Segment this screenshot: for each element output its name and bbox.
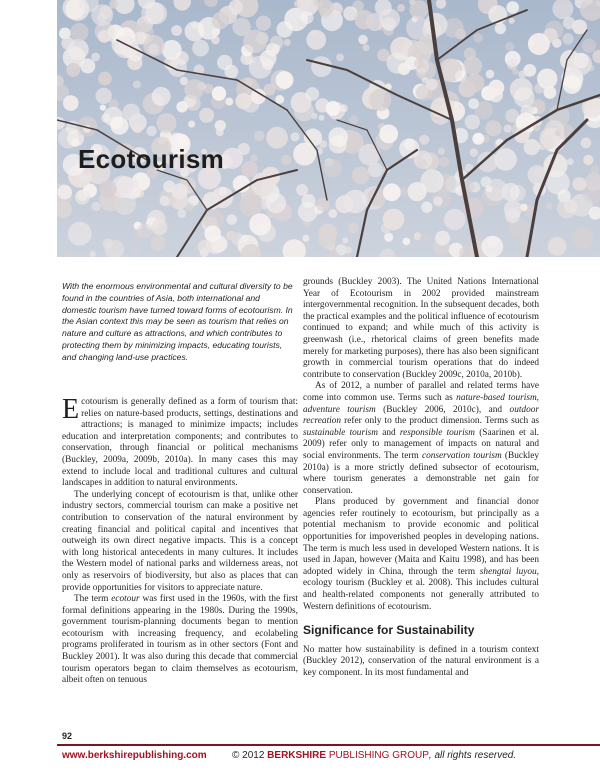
blossom-cluster (212, 86, 226, 100)
blossom-cluster (57, 185, 72, 200)
blossom-cluster (444, 209, 465, 230)
blossom-cluster (486, 186, 493, 193)
blossom-cluster (414, 59, 424, 69)
blossom-cluster (470, 148, 478, 156)
blossom-cluster (260, 50, 277, 67)
blossom-cluster (319, 115, 325, 121)
blossom-cluster (171, 25, 182, 36)
paragraph-7: No matter how sustainability is defined in a tourism context (Buckley 2012), conservation of the natural environment is a key component. In its most fundamental and (303, 644, 539, 678)
paragraph-4: grounds (Buckley 2003). The United Nations International Year of Ecotourism in 2002 provided mainstream intergovernmental recognition. In the subsequent decades, both the practical examples and the political influence of ecotourism continued to expand; and while much of this activity is greenwash (i.e., rhetorical claims of green benefits made merely for marketing purposes), there has also been significant growth in commercial tourism operations that do indeed contribute to conservation (Buckley 2009c, 2010a, 2010b). (303, 277, 539, 380)
blossom-cluster (485, 120, 501, 136)
blossom-cluster (101, 113, 110, 122)
blossom-cluster (272, 44, 281, 53)
blossom-cluster (103, 238, 113, 248)
blossom-cluster (123, 104, 141, 122)
blossom-cluster (383, 183, 401, 201)
blossom-cluster (422, 77, 429, 84)
right-column (303, 277, 539, 680)
blossom-cluster (70, 23, 88, 41)
blossom-cluster (504, 200, 522, 218)
blossom-cluster (569, 53, 592, 76)
blossom-cluster (188, 121, 195, 128)
blossom-cluster (477, 152, 498, 173)
blossom-cluster (352, 167, 370, 185)
blossom-cluster (219, 187, 228, 196)
blossom-cluster (226, 214, 237, 225)
blossom-cluster (290, 132, 299, 141)
blossom-cluster (77, 190, 88, 201)
copyright-notice: © 2012 BERKSHIRE PUBLISHING GROUP, all rights reserved. (232, 750, 517, 761)
blossom-cluster (311, 56, 332, 77)
blossom-cluster (184, 79, 204, 99)
blossom-cluster (465, 114, 480, 129)
paragraph-6: Plans produced by government and financial donor agencies refer routinely to ecotourism, but principally as a potential mechanism to provide economic and political opportunities for impoverished peoples in developing nations. The term is much less used in developed Western nations. It is used in Japan, however (Maita and Kaitu 1998), and has been adopted widely in China, through the term shengtai luyou, ecology tourism (Buckley et al. 2008). This includes cultural and health-related components not generally attributed to Western definitions of ecotourism. (303, 497, 539, 612)
blossom-cluster (363, 44, 370, 51)
blossom-cluster (548, 237, 567, 256)
blossom-cluster (590, 165, 599, 174)
blossom-cluster (494, 148, 517, 171)
blossom-cluster (383, 209, 405, 231)
blossom-cluster (132, 246, 139, 253)
blossom-cluster (528, 33, 550, 55)
blossom-cluster (222, 148, 243, 169)
blossom-cluster (514, 87, 535, 108)
blossom-cluster (474, 33, 483, 42)
blossom-cluster (132, 122, 143, 133)
blossom-cluster (369, 89, 391, 111)
blossom-cluster (335, 195, 353, 213)
blossom-cluster (345, 247, 352, 254)
blossom-cluster (573, 177, 587, 191)
blossom-cluster (507, 59, 518, 70)
blossom-cluster (216, 128, 224, 136)
blossom-cluster (98, 72, 112, 86)
blossom-cluster (172, 183, 188, 199)
blossom-cluster (466, 74, 485, 93)
paragraph-5: As of 2012, a number of parallel and related terms have come into common use. Terms such as nature-based tourism, adventure tourism (Buckley 2006, 2010c), and outdoor recreation refer only to the product dimension. Terms such as sustainable tourism and responsible tourism (Saarinen et al. 2009) refer only to management of impacts on natural and social environments. The term conservation tourism (Buckley 2010a) is a more strictly defined subsector of ecotourism, where tourism generates a demonstrable net gain for conservation. (303, 381, 540, 496)
blossom-cluster (403, 238, 411, 246)
blossom-cluster (557, 198, 577, 218)
blossom-cluster (250, 154, 258, 162)
page-number: 92 (62, 731, 73, 741)
blossom-cluster (387, 52, 409, 74)
blossom-cluster (114, 35, 137, 58)
blossom-cluster (91, 202, 100, 211)
blossom-cluster (328, 209, 337, 218)
blossom-cluster (199, 108, 214, 123)
blossom-cluster (504, 124, 512, 132)
blossom-cluster (562, 33, 573, 44)
cherry-blossom-photo (57, 0, 600, 257)
blossom-cluster (546, 202, 553, 209)
blossom-cluster (306, 30, 326, 50)
blossom-cluster (488, 88, 503, 103)
blossom-cluster (152, 87, 171, 106)
publisher-link[interactable]: www.berkshirepublishing.com (62, 750, 207, 761)
blossom-cluster (96, 88, 112, 104)
blossom-cluster (61, 37, 74, 50)
blossom-cluster (100, 105, 106, 111)
blossom-cluster (545, 120, 565, 140)
blossom-cluster (420, 234, 429, 243)
blossom-cluster (240, 53, 252, 65)
blossom-cluster (323, 159, 342, 178)
footer-divider (57, 744, 600, 746)
blossom-cluster (212, 12, 229, 29)
blossom-cluster (329, 135, 347, 153)
blossom-cluster (348, 223, 358, 233)
blossom-cluster (133, 81, 141, 89)
blossom-cluster (438, 148, 445, 155)
blossom-cluster (99, 180, 117, 198)
blossom-cluster (463, 56, 482, 75)
blossom-cluster (555, 130, 561, 136)
blossom-cluster (349, 115, 358, 124)
blossom-cluster (472, 133, 484, 145)
blossom-cluster (567, 158, 574, 165)
left-column (62, 394, 298, 687)
blossom-cluster (582, 39, 596, 53)
blossom-cluster (66, 63, 80, 77)
blossom-cluster (301, 11, 314, 24)
blossom-cluster (230, 232, 238, 240)
blossom-cluster (495, 23, 506, 34)
blossom-cluster (581, 138, 592, 149)
blossom-cluster (225, 98, 233, 106)
paragraph-2: The underlying concept of ecotourism is that, unlike other industry sectors, commercial tourism can make a positive net contribution to conservation of the natural environment by creating financial and political capital and incentives that outweigh its own direct negative impacts. This is a concept with long historical antecedents in many cultures. It includes the Western model of national parks and wilderness areas, not only as reservoirs of biodiversity, but also as places that can provide opportunities for visitors to appreciate nature. (62, 489, 298, 593)
blossom-cluster (90, 251, 96, 257)
footer (62, 750, 542, 761)
hero-image (57, 0, 600, 257)
blossom-cluster (254, 131, 265, 142)
blossom-cluster (293, 143, 316, 166)
blossom-cluster (435, 231, 450, 246)
paragraph-1: Ecotourism is generally defined as a form of tourism that: relies on nature-based products, settings, destinations and attractions; is managed to minimize impacts; includes education and interpretation components; and contributes to conservation, through financial or political mechanisms (Buckley, 2009a, 2009b, 2010a). In many cases this may extend to include local and traditional cultures and cultural landscapes in addition to natural environments. (62, 394, 298, 489)
brand-name: BERKSHIRE (267, 750, 327, 761)
blossom-cluster (176, 101, 187, 112)
blossom-cluster (379, 9, 400, 30)
blossom-cluster (524, 139, 540, 155)
blossom-cluster (563, 75, 582, 94)
blossom-cluster (185, 203, 193, 211)
blossom-cluster (410, 0, 429, 19)
blossom-cluster (236, 93, 252, 109)
blossom-cluster (111, 117, 129, 135)
blossom-cluster (572, 228, 593, 249)
blossom-cluster (468, 98, 479, 109)
blossom-cluster (224, 65, 238, 79)
blossom-cluster (475, 233, 483, 241)
blossom-cluster (137, 223, 152, 238)
blossom-cluster (160, 196, 170, 206)
blossom-cluster (518, 70, 526, 78)
blossom-cluster (421, 202, 432, 213)
blossom-cluster (379, 124, 398, 143)
blossom-cluster (151, 235, 166, 250)
blossom-cluster (68, 222, 92, 246)
section-heading: Significance for Sustainability (303, 623, 475, 638)
paragraph-3: The term ecotour was first used in the 1960s, with the first formal definitions appearing in the 1980s. During the 1990s, government tourism-planning documents began to mention ecotourism with increasing frequency, and ecolabeling programs proliferated in tourism as in other sectors (Font and Buckley 2001). It was also during this decade that commercial tourism operators began to claim themselves as ecotourism, albeit often on tenuous (62, 594, 298, 686)
blossom-cluster (537, 69, 557, 89)
blossom-cluster (162, 40, 182, 60)
blossom-cluster (358, 35, 368, 45)
blossom-cluster (404, 139, 415, 150)
blossom-cluster (143, 35, 165, 57)
blossom-cluster (326, 101, 341, 116)
blossom-cluster (91, 53, 100, 62)
blossom-cluster (276, 21, 292, 37)
blossom-cluster (572, 20, 587, 35)
blossom-cluster (229, 0, 243, 14)
blossom-cluster (421, 169, 444, 192)
blossom-cluster (455, 70, 467, 82)
blossom-cluster (336, 54, 344, 62)
blossom-cluster (384, 233, 393, 242)
blossom-cluster (151, 219, 167, 235)
blossom-cluster (506, 1, 519, 14)
blossom-cluster (509, 18, 515, 24)
blossom-cluster (146, 126, 156, 136)
intro-summary: With the enormous environmental and cultural diversity to be found in the countries of Asia, both international and domestic tourism have turned toward forms of ecotourism. In the Asian context this may be seen as tourism that relies on nature and culture as attractions, and which contributes to protecting them by minimizing impacts, educating tourists, and changing land-use practices. (62, 281, 293, 362)
blossom-cluster (294, 101, 314, 121)
blossom-cluster (355, 10, 374, 29)
blossom-cluster (419, 135, 429, 145)
blossom-cluster (296, 184, 308, 196)
blossom-cluster (200, 248, 209, 257)
blossom-cluster (243, 30, 267, 54)
blossom-cluster (302, 194, 316, 208)
blossom-cluster (433, 196, 443, 206)
blossom-cluster (177, 209, 186, 218)
blossom-cluster (359, 144, 381, 166)
blossom-cluster (249, 213, 271, 235)
blossom-cluster (192, 40, 209, 57)
blossom-cluster (424, 13, 447, 36)
blossom-cluster (157, 113, 177, 133)
blossom-cluster (505, 42, 514, 51)
blossom-cluster (439, 157, 449, 167)
page-title: Ecotourism (78, 144, 225, 174)
blossom-cluster (109, 0, 118, 9)
blossom-cluster (204, 225, 221, 242)
blossom-cluster (95, 22, 115, 42)
blossom-cluster (63, 95, 79, 111)
blossom-cluster (276, 71, 294, 89)
blossom-cluster (397, 4, 405, 12)
blossom-cluster (306, 87, 320, 101)
blossom-cluster (342, 237, 348, 243)
blossom-cluster (266, 127, 288, 149)
blossom-cluster (132, 188, 141, 197)
blossom-cluster (319, 232, 336, 249)
blossom-cluster (486, 70, 495, 79)
blossom-cluster (281, 155, 292, 166)
blossom-cluster (481, 236, 503, 257)
blossom-cluster (583, 155, 593, 165)
drop-cap: E (62, 394, 80, 425)
blossom-cluster (145, 3, 167, 25)
blossom-cluster (240, 194, 262, 216)
blossom-cluster (256, 16, 271, 31)
blossom-cluster (302, 235, 309, 242)
blossom-cluster (275, 95, 284, 104)
blossom-cluster (418, 159, 428, 169)
blossom-cluster (284, 39, 291, 46)
blossom-cluster (266, 193, 286, 213)
